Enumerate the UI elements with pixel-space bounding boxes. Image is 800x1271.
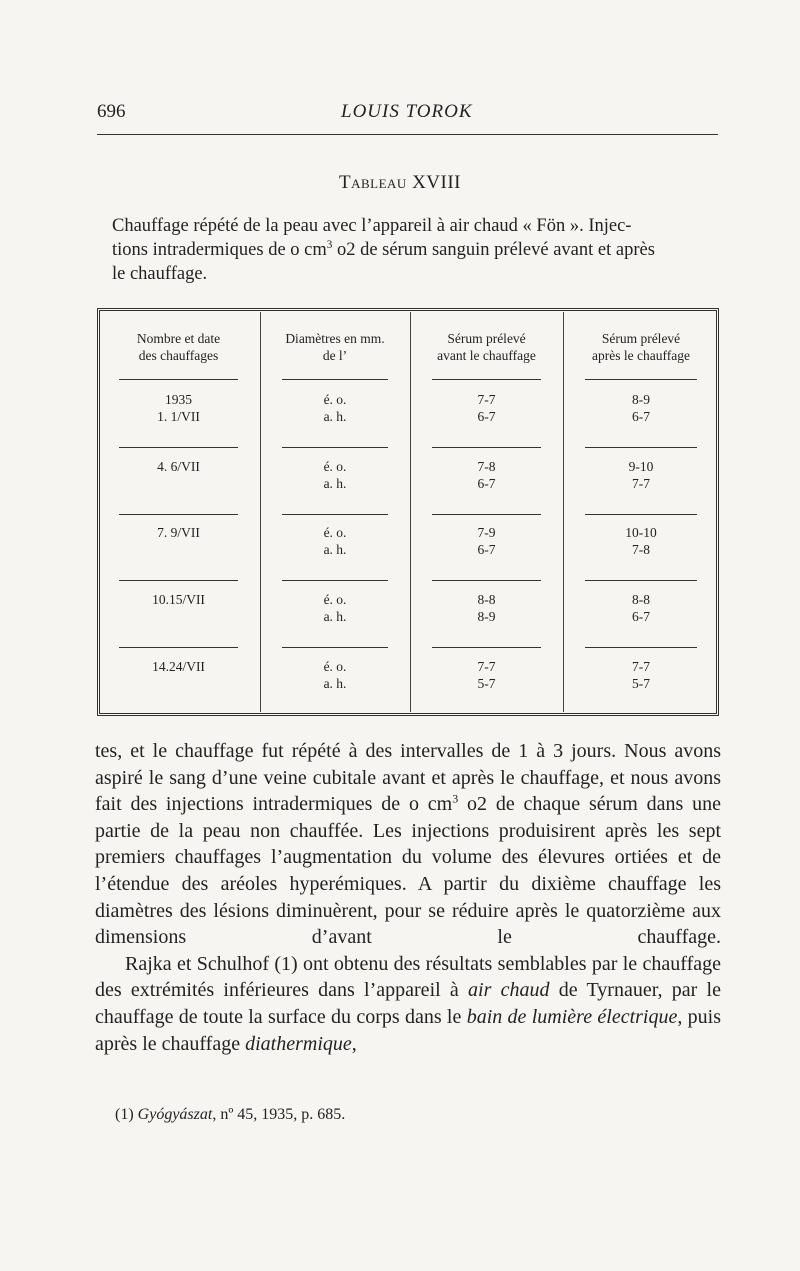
cell-serum-after: 6-7	[632, 409, 650, 424]
cell-date: 14.24/VII	[152, 659, 205, 674]
cell-date: 4. 6/VII	[157, 459, 200, 474]
data-table	[97, 308, 719, 716]
row-separator-rule	[282, 580, 388, 581]
paragraph-2-italic-1: air chaud	[468, 979, 550, 1002]
cell-serum-before: 7-9	[477, 525, 496, 540]
column-divider	[563, 312, 564, 712]
cell-serum-before: 7-7	[477, 392, 496, 407]
header-rule	[585, 379, 697, 380]
table-caption	[112, 214, 720, 286]
cell-date: 1935	[165, 392, 192, 407]
cell-diameter: a. h.	[323, 609, 347, 624]
paragraph-1-text-b: o2 de chaque sérum dans une partie de la peau non chauffée. Les injections produisirent après les sept premiers chauffages l’augmentation du volume des élevures ortiées et de l’étendue des aréoles hyperémiques. A partir du dixième chauffage les diamètres des lésions diminuèrent, pour se réduire après le quatorzième aux dimensions d’avant le chauffage.	[95, 793, 722, 949]
row-separator-rule	[585, 447, 697, 448]
header-serum-before: avant le chauffage	[437, 348, 536, 363]
cell-serum-before: 6-7	[477, 409, 496, 424]
cell-serum-before: 6-7	[477, 542, 496, 557]
column-divider	[410, 312, 411, 712]
cell-date: 10.15/VII	[152, 592, 205, 607]
row-separator-rule	[585, 647, 697, 648]
header-serum-after: Sérum prélevé	[601, 331, 681, 346]
cell-serum-after: 7-7	[632, 659, 650, 674]
paragraph-2-text-c: , puis après le chauffage	[95, 1005, 722, 1055]
cell-diameter: é. o.	[323, 659, 347, 674]
page-number: 696	[97, 101, 126, 122]
header-date: des chauffages	[138, 348, 219, 363]
row-separator-rule	[585, 514, 697, 515]
cell-diameter: a. h.	[323, 676, 347, 691]
cell-diameter: é. o.	[323, 525, 347, 540]
row-separator-rule	[585, 580, 697, 581]
row-separator-rule	[432, 447, 541, 448]
header-diameter: Diamètres en mm.	[285, 331, 385, 346]
caption-line-2a: tions intradermiques de o cm	[112, 240, 327, 260]
paragraph-1-superscript: 3	[452, 791, 459, 806]
cell-serum-after: 8-9	[632, 392, 650, 407]
footnote-journal: Gyógyászat	[137, 1106, 213, 1123]
row-separator-rule	[119, 447, 238, 448]
cell-diameter: a. h.	[323, 409, 347, 424]
table-frame	[97, 308, 719, 716]
header-serum-after: après le chauffage	[592, 348, 690, 363]
row-separator-rule	[119, 514, 238, 515]
cell-serum-before: 5-7	[477, 676, 496, 691]
cell-diameter: é. o.	[323, 392, 347, 407]
row-separator-rule	[432, 580, 541, 581]
cell-diameter: a. h.	[323, 542, 347, 557]
cell-serum-after: 10-10	[625, 525, 657, 540]
paragraph-2-italic-3: diathermique	[245, 1032, 352, 1055]
cell-serum-after: 5-7	[632, 676, 650, 691]
cell-serum-after: 7-7	[632, 476, 650, 491]
row-separator-rule	[432, 514, 541, 515]
row-separator-rule	[282, 514, 388, 515]
footnote-marker: (1)	[115, 1106, 134, 1123]
paragraph-2-text-a: Rajka et Schulhof (1) ont obtenu des résultats semblables par le chauffage des extrémités inférieures dans l’appareil à	[95, 952, 721, 1002]
cell-serum-after: 7-8	[632, 542, 650, 557]
footnote-reference: , nº 45, 1935, p. 685.	[212, 1106, 346, 1123]
header-rule	[97, 134, 718, 135]
table-title-prefix: Tableau	[338, 172, 407, 193]
row-separator-rule	[119, 647, 238, 648]
cell-serum-after: 8-8	[632, 592, 650, 607]
cell-serum-before: 6-7	[477, 476, 496, 491]
header-diameter: de l’	[322, 348, 348, 363]
paragraph-2	[95, 951, 721, 1057]
body-text	[95, 738, 721, 1057]
row-separator-rule	[432, 647, 541, 648]
caption-line-2b: o2 de sérum sanguin prélevé avant et après	[332, 240, 655, 260]
row-separator-rule	[282, 647, 388, 648]
cell-serum-after: 9-10	[628, 459, 654, 474]
header-rule	[119, 379, 238, 380]
cell-date: 1. 1/VII	[157, 409, 200, 424]
cell-diameter: é. o.	[323, 459, 347, 474]
caption-line-1: Chauffage répété de la peau avec l’appareil à air chaud « Fön ». Injec-	[112, 216, 632, 236]
footnote	[115, 1106, 345, 1124]
cell-serum-before: 7-8	[477, 459, 496, 474]
cell-serum-before: 8-9	[477, 609, 496, 624]
paragraph-1-text-a: tes, et le chauffage fut répété à des intervalles de 1 à 3 jours. Nous avons aspiré le sang d’une veine cubitale avant et après le chauffage, et nous avons fait des injections intradermiques de o cm	[95, 740, 721, 816]
caption-line-3: le chauffage.	[112, 264, 208, 284]
caption-superscript: 3	[326, 238, 333, 251]
header-rule	[282, 379, 388, 380]
row-separator-rule	[282, 447, 388, 448]
cell-diameter: é. o.	[323, 592, 347, 607]
column-divider	[260, 312, 261, 712]
paragraph-2-text-d: ,	[351, 1032, 357, 1055]
table-title-numeral: XVIII	[412, 172, 461, 193]
cell-serum-before: 8-8	[477, 592, 496, 607]
header-rule	[432, 379, 541, 380]
header-serum-before: Sérum prélevé	[447, 331, 526, 346]
row-separator-rule	[119, 580, 238, 581]
cell-diameter: a. h.	[323, 476, 347, 491]
header-date: Nombre et date	[136, 331, 221, 346]
running-title: LOUIS TOROK	[341, 101, 473, 122]
table-title	[0, 172, 800, 194]
paragraph-2-italic-2: bain de lumière électrique	[466, 1005, 678, 1028]
cell-serum-before: 7-7	[477, 659, 496, 674]
paragraph-1	[95, 738, 721, 951]
paragraph-2-text-b: de Tyrnauer, par le chauffage de toute la surface du corps dans le	[95, 979, 721, 1028]
cell-serum-after: 6-7	[632, 609, 650, 624]
cell-date: 7. 9/VII	[157, 525, 200, 540]
